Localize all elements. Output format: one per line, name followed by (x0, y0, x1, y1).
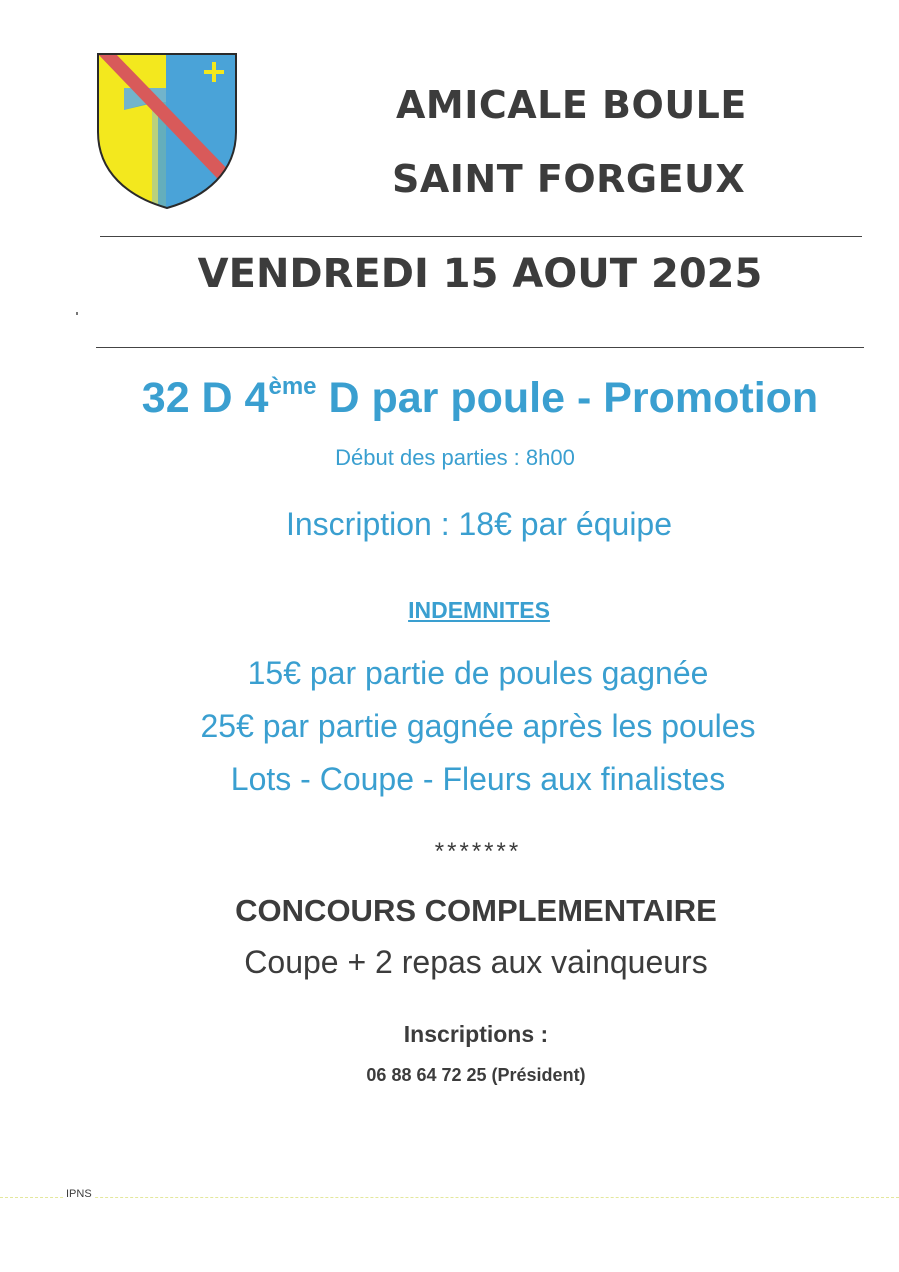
registration-heading: Inscriptions : (403, 1021, 549, 1047)
club-name-line1: AMICALE BOULE (396, 83, 747, 127)
star-separator: ******* (434, 838, 522, 865)
indemnite-item: 15€ par partie de poules gagnée (247, 655, 709, 691)
competition-superscript: ème (268, 373, 317, 400)
ipns-label: IPNS (66, 1188, 92, 1200)
event-date: VENDREDI 15 AOUT 2025 (197, 251, 763, 297)
indemnite-item: 25€ par partie gagnée après les poules (200, 708, 756, 744)
entry-fee: Inscription : 18€ par équipe (285, 506, 673, 542)
complementary-contest-heading: CONCOURS COMPLEMENTAIRE (235, 893, 717, 928)
indemnite-item: Lots - Coupe - Fleurs aux finalistes (230, 761, 726, 797)
complementary-contest-prize: Coupe + 2 repas aux vainqueurs (244, 944, 708, 980)
registration-phone: 06 88 64 72 25 (Président) (366, 1065, 586, 1085)
competition-suffix: D par poule - Promotion (316, 374, 819, 422)
divider-bottom (96, 347, 864, 348)
divider-top (100, 236, 862, 237)
start-time: Début des parties : 8h00 (335, 445, 575, 470)
competition-prefix: 32 D 4 (141, 374, 269, 422)
competition-format (0, 374, 899, 423)
footer-divider (0, 1197, 899, 1198)
indemnites-heading: INDEMNITES (408, 597, 550, 623)
club-name-line2: SAINT FORGEUX (392, 157, 746, 201)
coat-of-arms-icon (96, 52, 238, 210)
scan-speck (76, 312, 78, 315)
